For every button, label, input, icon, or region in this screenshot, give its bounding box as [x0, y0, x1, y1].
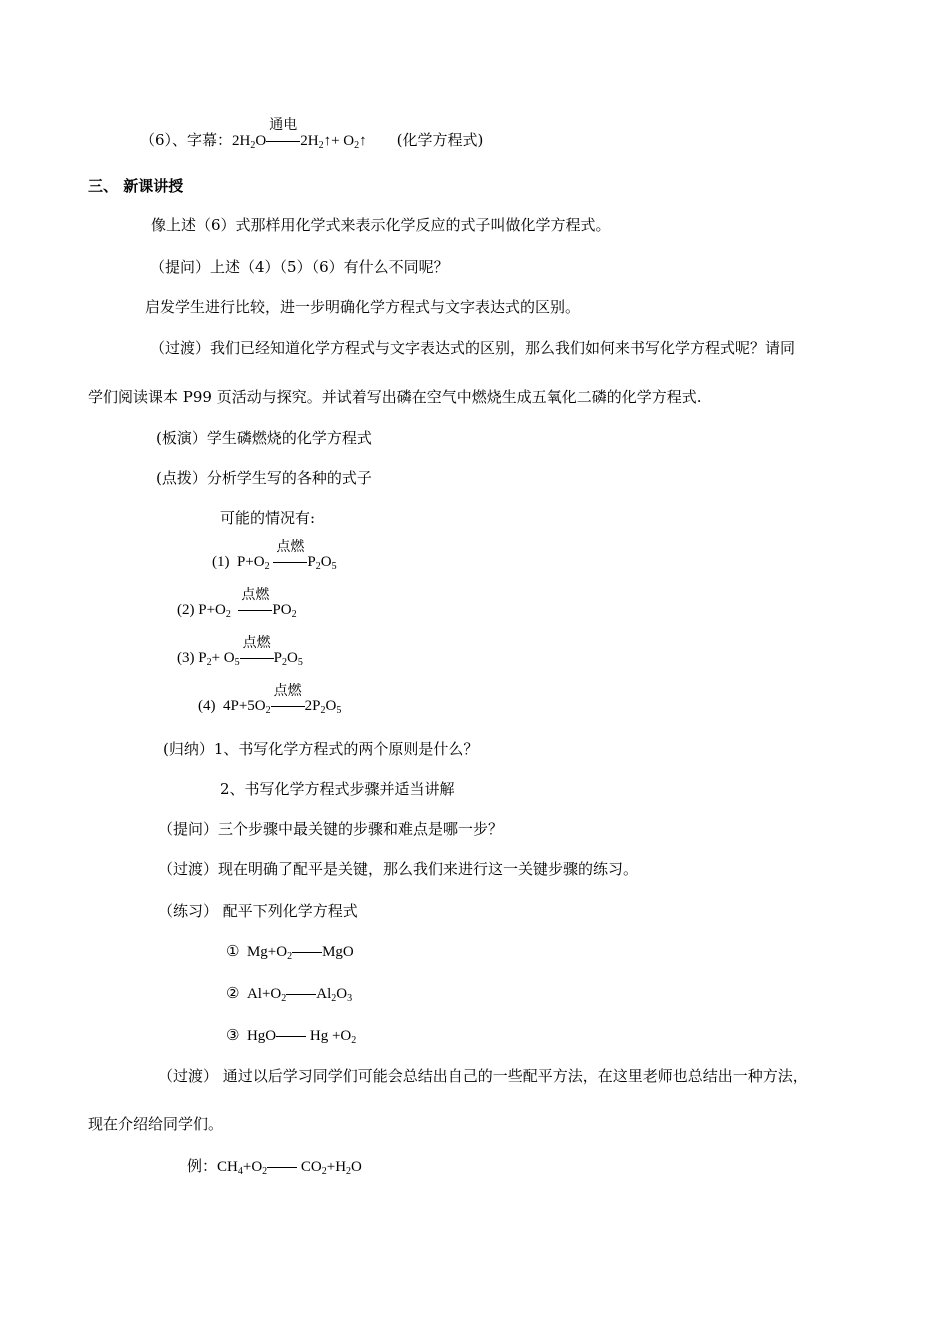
reaction-arrow: [238, 587, 272, 620]
summary-principles: (归纳）1、书写化学方程式的两个原则是什么？: [163, 740, 479, 758]
practice-heading: （练习） 配平下列化学方程式: [158, 902, 358, 920]
possible-cases-label: 可能的情况有:: [220, 509, 316, 527]
hint-analysis: (点拨）分析学生写的各种的式子: [156, 469, 372, 487]
exercise-1: ① $Mg+O_2$ MgO: [226, 942, 354, 962]
reaction-arrow: [240, 635, 274, 668]
reaction-condition: 通电: [269, 117, 298, 133]
paragraph-transition-1: （过渡）我们已经知道化学方程式与文字表达式的区别，那么我们如何来书写化学方程式呢？请同: [150, 339, 796, 357]
case-2: (2) $P+O_2$ 点燃 $PO_2$: [177, 587, 297, 620]
paragraph-transition-2: 学们阅读课本 P99 页活动与探究。并试着写出磷在空气中燃烧生成五氧化二磷的化学方程式.: [88, 388, 702, 406]
exercise-2: ② $Al+O_2$ $Al_2O_3$: [226, 984, 353, 1004]
reaction-arrow: [273, 539, 307, 572]
equation-type-note: (化学方程式): [396, 131, 484, 149]
caption-line: [140, 117, 484, 151]
paragraph-definition: 像上述（6）式那样用化学式来表示化学反应的式子叫做化学方程式。: [151, 216, 611, 234]
reaction-arrow: [271, 683, 305, 716]
section-heading: 三、 新课讲授: [88, 177, 184, 195]
reaction-arrow: [266, 117, 300, 150]
caption-prefix: （6）、字幕：: [140, 131, 233, 149]
product-formula: $2H_2↑+$ $O_2↑$: [300, 133, 367, 151]
board-demo: (板演）学生磷燃烧的化学方程式: [156, 429, 372, 447]
transition-balancing: （过渡）现在明确了配平是关键，那么我们来进行这一关键步骤的练习。: [158, 860, 639, 878]
case-3: (3) $P_2+ O_5$ 点燃 $P_2O_5$: [177, 635, 303, 668]
example-equation: 例：$CH_4+O_2$ $CO_2+H_2O$: [187, 1157, 362, 1177]
reaction-condition: 点燃: [273, 683, 302, 699]
reaction-condition: 点燃: [242, 635, 271, 651]
reactant-formula: $2H_2O$: [232, 133, 267, 151]
case-4: (4) $4P+5O_2$ 点燃 $2P_2O_5$: [198, 683, 342, 716]
paragraph-compare: 启发学生进行比较，进一步明确化学方程式与文字表达式的区别。: [145, 298, 581, 316]
summary-steps: 2、书写化学方程式步骤并适当讲解: [220, 780, 455, 798]
reaction-condition: 点燃: [276, 539, 305, 555]
paragraph-question: （提问）上述（4）（5）（6）有什么不同呢？: [150, 258, 449, 276]
reaction-condition: 点燃: [241, 587, 270, 603]
question-key-step: （提问）三个步骤中最关键的步骤和难点是哪一步？: [158, 820, 504, 838]
exercise-3: ③ HgO $Hg +O_2$: [226, 1026, 357, 1046]
case-1: (1) $P+O_2$ 点燃 $P_2O_5$: [212, 539, 337, 572]
transition-method-1: （过渡） 通过以后学习同学们可能会总结出自己的一些配平方法，在这里老师也总结出一种方法，: [158, 1067, 808, 1085]
transition-method-2: 现在介绍给同学们。: [88, 1115, 224, 1133]
